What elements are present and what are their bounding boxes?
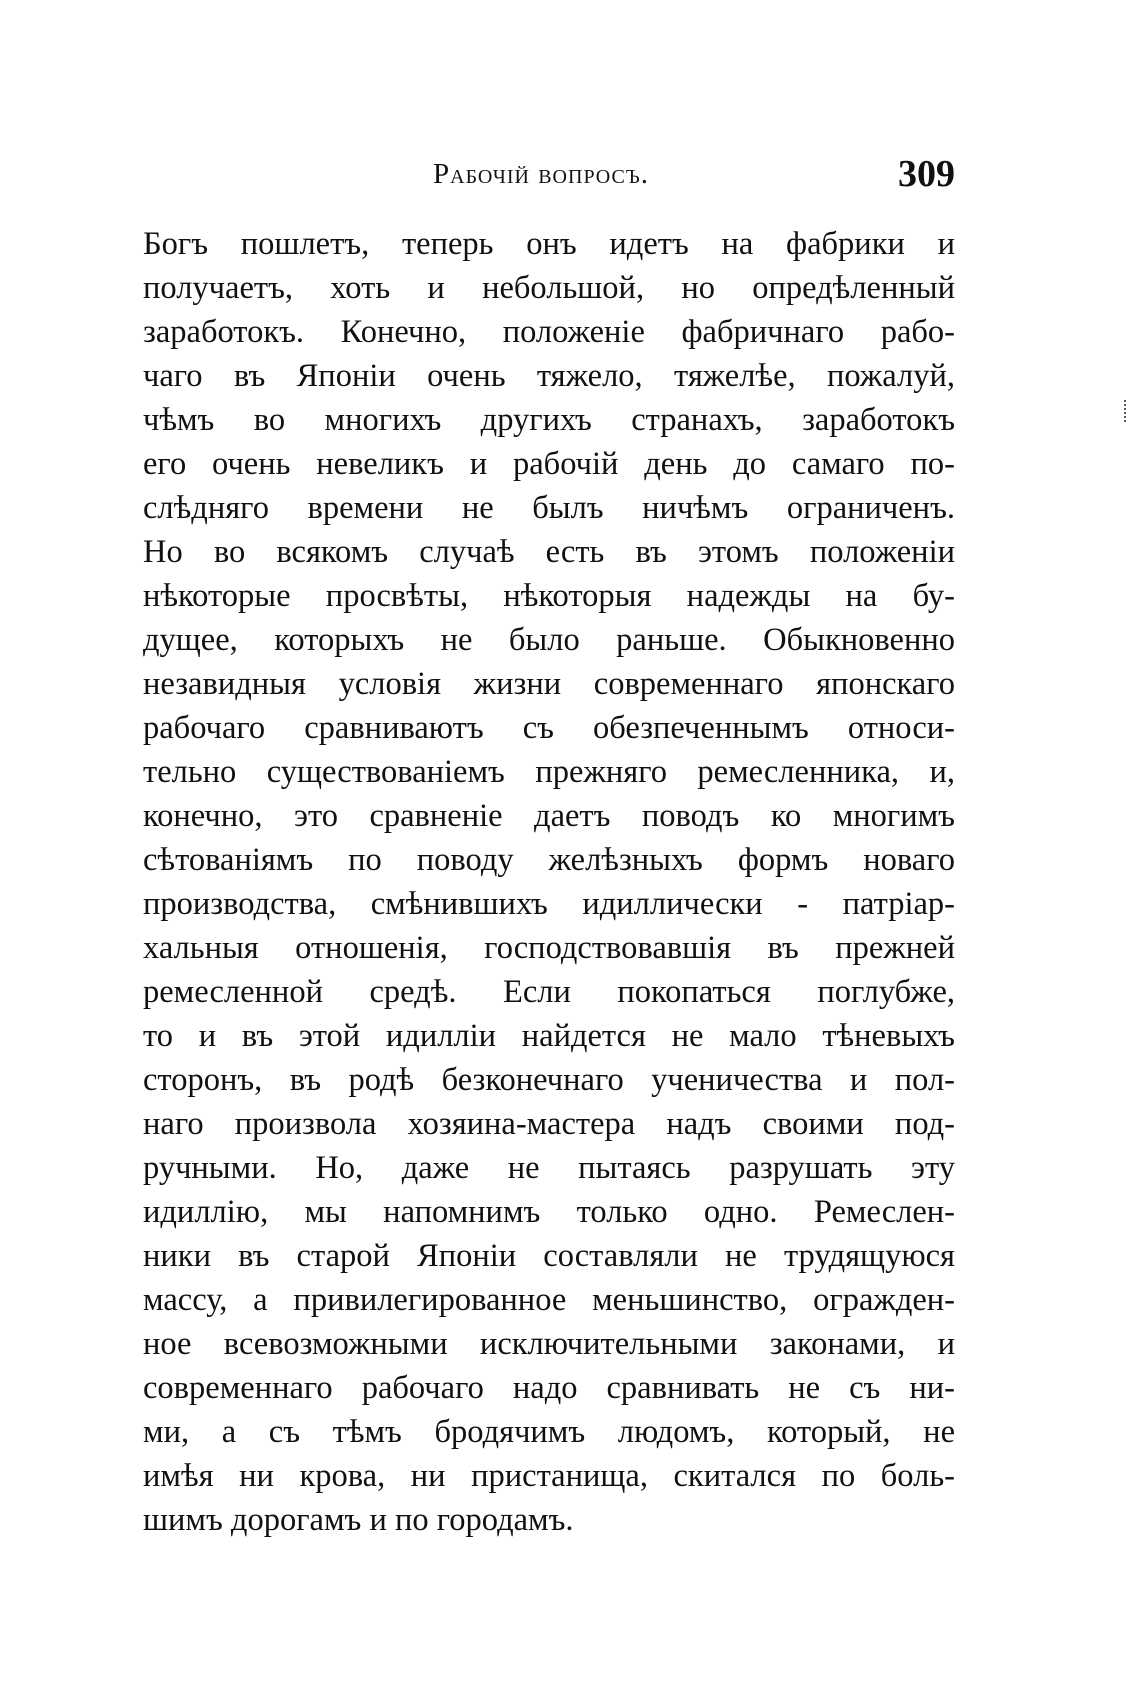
text-line: чаго въ Японіи очень тяжело, тяжелѣе, пожалуй, <box>143 358 955 394</box>
text-line: имѣя ни крова, ни пристанища, скитался по боль- <box>143 1458 955 1494</box>
text-line: сѣтованіямъ по поводу желѣзныхъ формъ новаго <box>143 842 955 878</box>
text-line: заработокъ. Конечно, положеніе фабричнаго рабо- <box>143 314 955 350</box>
text-line: его очень невеликъ и рабочій день до самаго по- <box>143 446 955 482</box>
text-line: ремесленной средѣ. Если покопаться поглубже, <box>143 974 955 1010</box>
body-text <box>143 222 955 1542</box>
text-line: нѣкоторые просвѣты, нѣкоторыя надежды на бу- <box>143 578 955 614</box>
running-head <box>143 152 955 202</box>
text-line: дущее, которыхъ не было раньше. Обыкновенно <box>143 622 955 658</box>
text-line: тельно существованіемъ прежняго ремесленника, и, <box>143 754 955 790</box>
running-title: Рабочій вопросъ. <box>433 158 649 190</box>
text-line: незавидныя условія жизни современнаго японскаго <box>143 666 955 702</box>
page-number: 309 <box>898 153 955 195</box>
text-line: шимъ дорогамъ и по городамъ. <box>143 1502 574 1538</box>
text-line: получаетъ, хоть и небольшой, но опредѣленный <box>143 270 955 306</box>
text-line: производства, смѣнившихъ идиллически - патріар- <box>143 886 955 922</box>
text-line: ное всевозможными исключительными законами, и <box>143 1326 955 1362</box>
text-line: чѣмъ во многихъ другихъ странахъ, заработокъ <box>143 402 955 438</box>
text-line: массу, а привилегированное меньшинство, огражден- <box>143 1282 955 1318</box>
text-line: наго произвола хозяина-мастера надъ своими под- <box>143 1106 955 1142</box>
text-line: идиллію, мы напомнимъ только одно. Ремеслен- <box>143 1194 955 1230</box>
margin-mark <box>1124 400 1130 422</box>
text-line: современнаго рабочаго надо сравнивать не съ ни- <box>143 1370 955 1406</box>
text-line: слѣдняго времени не былъ ничѣмъ ограниченъ. <box>143 490 955 526</box>
text-line: ми, а съ тѣмъ бродячимъ людомъ, который, не <box>143 1414 955 1450</box>
text-line: ники въ старой Японіи составляли не трудящуюся <box>143 1238 955 1274</box>
text-line: Но во всякомъ случаѣ есть въ этомъ положеніи <box>143 534 955 570</box>
text-line: то и въ этой идилліи найдется не мало тѣневыхъ <box>143 1018 955 1054</box>
text-line: ручными. Но, даже не пытаясь разрушать эту <box>143 1150 955 1186</box>
text-line: конечно, это сравненіе даетъ поводъ ко многимъ <box>143 798 955 834</box>
text-line: хальныя отношенія, господствовавшія въ прежней <box>143 930 955 966</box>
text-line: Богъ пошлетъ, теперь онъ идетъ на фабрики и <box>143 226 955 262</box>
text-line: рабочаго сравниваютъ съ обезпеченнымъ относи- <box>143 710 955 746</box>
text-line: сторонъ, въ родѣ безконечнаго ученичества и пол- <box>143 1062 955 1098</box>
